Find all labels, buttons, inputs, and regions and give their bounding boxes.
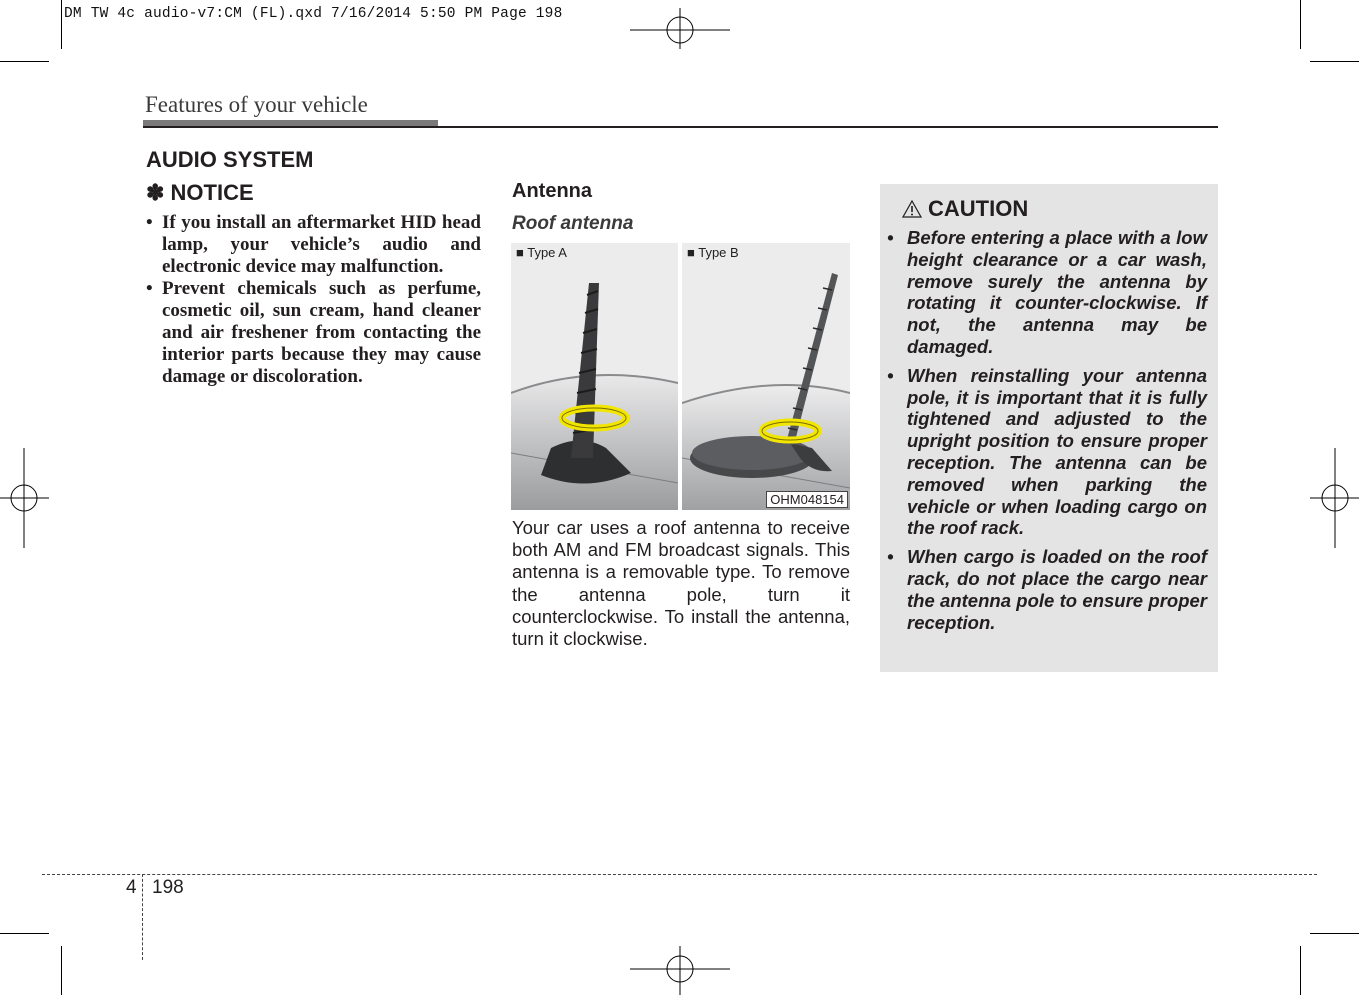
caution-list [887,227,1207,640]
antenna-heading: Antenna [512,180,592,202]
caution-item: • Before entering a place with a low height clearance or a car wash, remove surely the antenna by rotating it counter-clockwise. If not, the antenna may be damaged. [887,227,1207,357]
chapter-number: 4 [126,877,137,898]
caution-heading [902,196,1028,222]
printer-slug: DM TW 4c audio-v7:CM (FL).qxd 7/16/2014 5:50 PM Page 198 [64,6,563,22]
warning-triangle-icon [902,200,922,218]
antenna-body-text: Your car uses a roof antenna to receive both AM and FM broadcast signals. This antenna is a removable type. To remove the antenna pole, turn it counterclockwise. To install the antenna, turn it clockwise. [512,517,850,650]
caution-item: • When cargo is loaded on the roof rack, do not place the cargo near the antenna pole to ensure proper reception. [887,546,1207,633]
type-a-label: ■ Type A [516,245,567,260]
notice-item: • If you install an aftermarket HID head lamp, your vehicle’s audio and electronic device may malfunction. [146,212,481,278]
type-a-illustration [511,243,678,510]
caution-item: • When reinstalling your antenna pole, it is important that it is fully tightened and adjusted to the upright position to ensure proper reception. The antenna can be removed when parking the vehicle or when loading cargo on the roof rack. [887,364,1207,539]
type-b-label: ■ Type B [687,245,739,260]
caution-heading-text: CAUTION [928,196,1029,221]
notice-list [146,212,481,388]
caution-box [880,184,1218,672]
page-number: 198 [152,877,184,898]
notice-heading: ✽ NOTICE [146,180,254,205]
antenna-figure [511,243,850,510]
main-heading: AUDIO SYSTEM [146,147,314,172]
figure-code: OHM048154 [766,491,848,508]
roof-antenna-subheading: Roof antenna [512,213,634,234]
footer-divider [142,874,143,960]
type-a-panel [511,243,678,510]
type-b-illustration [682,243,850,510]
footer-rule [42,874,1317,875]
title-rule [143,126,1218,128]
type-b-panel [682,243,850,510]
notice-item: • Prevent chemicals such as perfume, cosmetic oil, sun cream, hand cleaner and air freshener from contacting the interior parts because they may cause damage or discoloration. [146,278,481,388]
section-title: Features of your vehicle [145,92,368,117]
